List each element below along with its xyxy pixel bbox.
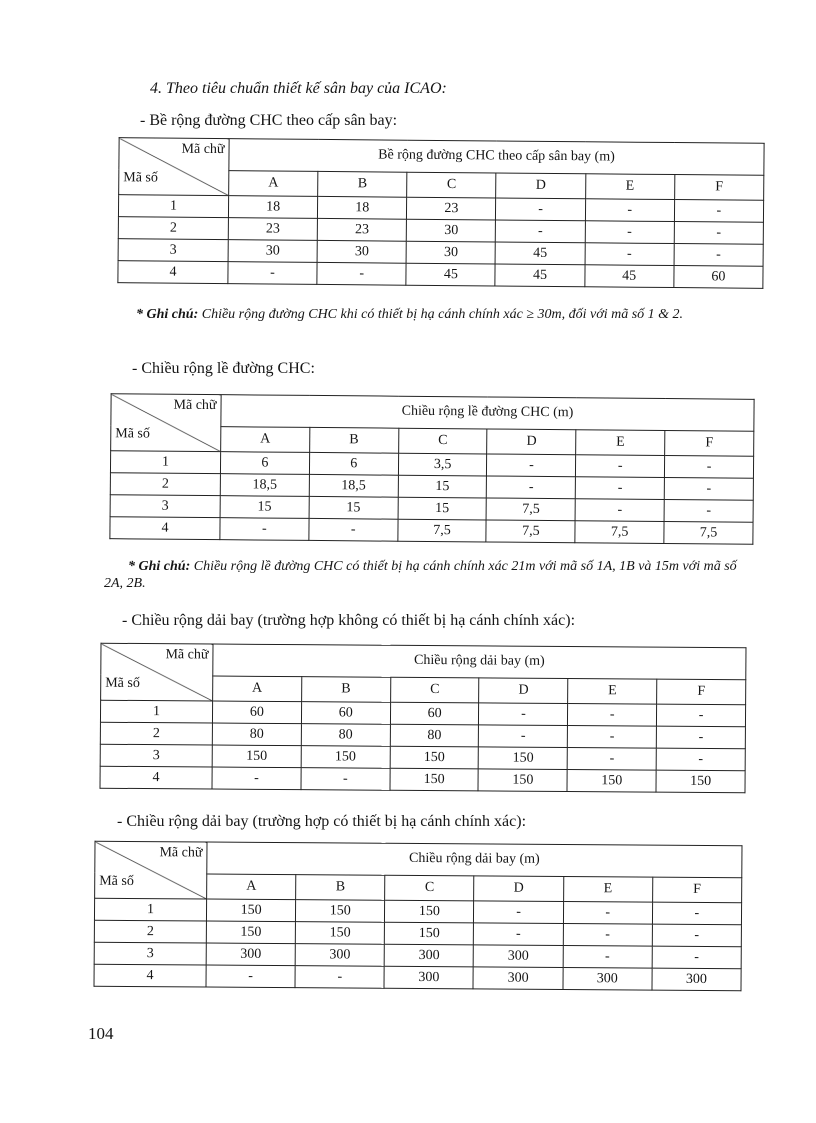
table-cell: -: [563, 902, 652, 925]
table-cell: 45: [406, 263, 495, 286]
table-cell: 150: [212, 745, 301, 768]
column-header: A: [207, 874, 296, 900]
column-header: C: [407, 172, 496, 198]
note-label: * Ghi chú:: [136, 307, 199, 322]
column-header: D: [479, 678, 568, 704]
row-code-label: 3: [100, 744, 212, 767]
table-cell: 300: [206, 943, 295, 966]
table-cell: -: [487, 476, 576, 499]
column-header: A: [229, 171, 318, 197]
table-cell: -: [309, 518, 398, 541]
table-cell: 15: [309, 496, 398, 519]
table-cell: -: [674, 200, 763, 223]
column-header: D: [474, 876, 563, 902]
table-corner-header: [111, 394, 221, 452]
column-header: E: [585, 174, 674, 200]
table-cell: 7,5: [487, 498, 576, 521]
table-cell: 150: [296, 900, 385, 923]
row-code-label: 2: [110, 473, 220, 496]
table-cell: -: [301, 768, 390, 791]
table-cell: -: [496, 198, 585, 221]
note-text: Chiều rộng lề đường CHC có thiết bị hạ cánh chính xác 21m với mã số 1A, 1B và 15m với mã số 2A, 2B.: [104, 559, 737, 591]
table-row: [94, 964, 741, 991]
table-cell: -: [652, 902, 741, 925]
table-cell: -: [567, 748, 656, 771]
table-cell: -: [674, 244, 763, 267]
table-cell: 7,5: [575, 521, 664, 544]
table-cell: 150: [206, 921, 295, 944]
table-cell: 150: [295, 922, 384, 945]
table-cell: 18: [318, 196, 407, 219]
note-label: * Ghi chú:: [128, 559, 191, 574]
table-cell: 300: [384, 944, 473, 967]
table-cell: 6: [309, 452, 398, 475]
table-cell: 60: [674, 266, 763, 289]
column-header: C: [390, 677, 479, 703]
table-cell: 3,5: [398, 453, 487, 476]
table-cell: 150: [390, 768, 479, 791]
column-header: A: [213, 676, 302, 702]
table-cell: 300: [563, 968, 652, 991]
table-cell: 30: [407, 219, 496, 242]
column-header: A: [221, 427, 310, 453]
table-cell: -: [212, 767, 301, 790]
table-cell: 150: [478, 769, 567, 792]
table-corner-header: [95, 841, 207, 899]
table-cell: 150: [385, 922, 474, 945]
table-cell: -: [479, 725, 568, 748]
table-cell: 150: [390, 746, 479, 769]
column-header: B: [301, 677, 390, 703]
column-header: E: [568, 678, 657, 704]
table-cell: 45: [495, 264, 584, 287]
table-cell: 45: [584, 265, 673, 288]
table-cell: -: [674, 222, 763, 245]
row-code-label: 2: [100, 722, 212, 745]
table-cell: -: [496, 220, 585, 243]
table-group-header: Chiều rộng dải bay (m): [213, 644, 746, 680]
table-cell: 60: [301, 702, 390, 725]
row-code-label: 2: [118, 217, 228, 240]
table-cell: -: [656, 726, 745, 749]
table-cell: 7,5: [398, 519, 487, 542]
table-corner-header: [119, 138, 229, 196]
table-cell: -: [652, 924, 741, 947]
table-cell: 300: [384, 966, 473, 989]
table-cell: -: [575, 499, 664, 522]
table-cell: -: [479, 703, 568, 726]
column-header: E: [563, 876, 652, 902]
row-code-label: 3: [94, 942, 206, 965]
table-cell: 30: [228, 240, 317, 263]
row-code-label: 4: [94, 964, 206, 987]
table-corner-header: [101, 643, 213, 701]
column-header: F: [657, 679, 746, 705]
corner-number-code-label: Mã số: [99, 873, 134, 890]
note-text: Chiều rộng đường CHC khi có thiết bị hạ cánh chính xác ≥ 30m, đối với mã số 1 & 2.: [201, 307, 684, 322]
strip-width-precision-table: [93, 841, 742, 992]
table-cell: -: [220, 518, 309, 541]
table-cell: 7,5: [486, 520, 575, 543]
row-code-label: 4: [100, 766, 212, 789]
table-cell: 150: [479, 747, 568, 770]
table-cell: 60: [212, 701, 301, 724]
table-group-header: Bề rộng đường CHC theo cấp sân bay (m): [229, 139, 764, 176]
shoulder-width-title: - Chiều rộng lề đường CHC:: [132, 360, 315, 377]
table-row: [110, 517, 753, 545]
table-cell: 23: [228, 218, 317, 241]
table-cell: -: [664, 500, 753, 523]
table-cell: 15: [398, 497, 487, 520]
table-cell: 150: [301, 746, 390, 769]
row-code-label: 3: [118, 239, 228, 262]
table-cell: -: [228, 262, 317, 285]
row-code-label: 1: [100, 700, 212, 723]
row-code-label: 4: [110, 517, 220, 540]
table-cell: -: [563, 924, 652, 947]
strip-width-precision-title: - Chiều rộng dải bay (trường hợp có thiết bị hạ cánh chính xác):: [117, 813, 527, 830]
column-header: D: [487, 429, 576, 455]
corner-letter-code-label: Mã chữ: [165, 647, 209, 663]
table-group-header: Chiều rộng lề đường CHC (m): [221, 395, 754, 432]
table-cell: 18: [228, 196, 317, 219]
table-cell: -: [474, 901, 563, 924]
row-code-label: 2: [94, 920, 206, 943]
table-cell: -: [474, 923, 563, 946]
column-header: F: [665, 430, 754, 456]
table-cell: -: [585, 199, 674, 222]
row-code-label: 1: [110, 451, 220, 474]
corner-number-code-label: Mã số: [123, 170, 158, 186]
table-cell: 300: [652, 968, 741, 991]
corner-number-code-label: Mã số: [115, 426, 150, 442]
table-cell: 15: [220, 496, 309, 519]
corner-letter-code-label: Mã chữ: [173, 397, 217, 414]
table-cell: -: [585, 221, 674, 244]
table-cell: 30: [406, 241, 495, 264]
table-cell: 150: [206, 899, 295, 922]
table-cell: 6: [220, 452, 309, 475]
column-header: B: [296, 875, 385, 901]
corner-letter-code-label: Mã chữ: [181, 141, 225, 158]
corner-number-code-label: Mã số: [105, 675, 140, 692]
page-number: 104: [88, 1024, 114, 1043]
table-cell: 80: [390, 724, 479, 747]
row-code-label: 1: [118, 195, 228, 218]
table-cell: 23: [407, 197, 496, 220]
table-cell: -: [576, 455, 665, 478]
table-row: [100, 766, 745, 793]
table-cell: 15: [398, 475, 487, 498]
row-code-label: 3: [110, 495, 220, 518]
table-cell: 45: [496, 242, 585, 265]
table-cell: -: [568, 704, 657, 727]
strip-width-nonprecision-title: - Chiều rộng dải bay (trường hợp không có thiết bị hạ cánh chính xác):: [122, 612, 576, 629]
row-code-label: 1: [94, 898, 206, 921]
table-cell: -: [295, 966, 384, 989]
table-cell: 150: [656, 770, 745, 793]
table-cell: -: [664, 478, 753, 501]
runway-width-title: - Bề rộng đường CHC theo cấp sân bay:: [140, 112, 398, 129]
table-cell: 150: [567, 770, 656, 793]
table-cell: -: [317, 262, 406, 285]
table-cell: -: [657, 704, 746, 727]
table-cell: 300: [295, 944, 384, 967]
table-cell: -: [656, 748, 745, 771]
table-group-header: Chiều rộng dải bay (m): [207, 842, 742, 878]
column-header: B: [318, 171, 407, 197]
table-cell: 150: [385, 900, 474, 923]
table-row: [118, 261, 763, 289]
table-cell: -: [568, 726, 657, 749]
table-cell: -: [665, 456, 754, 479]
column-header: E: [576, 430, 665, 456]
table-cell: 60: [390, 702, 479, 725]
table-cell: 80: [301, 724, 390, 747]
column-header: F: [674, 174, 763, 200]
table-cell: 300: [474, 945, 563, 968]
table-cell: 300: [473, 967, 562, 990]
column-header: B: [309, 427, 398, 453]
column-header: C: [385, 875, 474, 901]
row-code-label: 4: [118, 261, 228, 284]
table-cell: -: [652, 946, 741, 969]
table-cell: 7,5: [664, 522, 753, 545]
table-cell: -: [487, 454, 576, 477]
table-cell: 18,5: [309, 474, 398, 497]
section-heading: 4. Theo tiêu chuẩn thiết kế sân bay của ICAO:: [150, 80, 447, 97]
table-cell: 30: [317, 240, 406, 263]
table-cell: 80: [212, 723, 301, 746]
runway-width-table: [117, 137, 764, 289]
table-cell: 18,5: [220, 474, 309, 497]
table-cell: -: [585, 243, 674, 266]
column-header: F: [652, 877, 741, 903]
table-cell: 23: [317, 218, 406, 241]
corner-letter-code-label: Mã chữ: [159, 845, 203, 861]
table-cell: -: [576, 477, 665, 500]
shoulder-width-table: [109, 393, 754, 545]
shoulder-width-note: [104, 558, 759, 592]
runway-width-note: [112, 306, 767, 323]
table-cell: -: [206, 965, 295, 988]
strip-width-nonprecision-table: [99, 643, 746, 794]
column-header: D: [496, 173, 585, 199]
column-header: C: [398, 428, 487, 454]
table-cell: -: [563, 946, 652, 969]
